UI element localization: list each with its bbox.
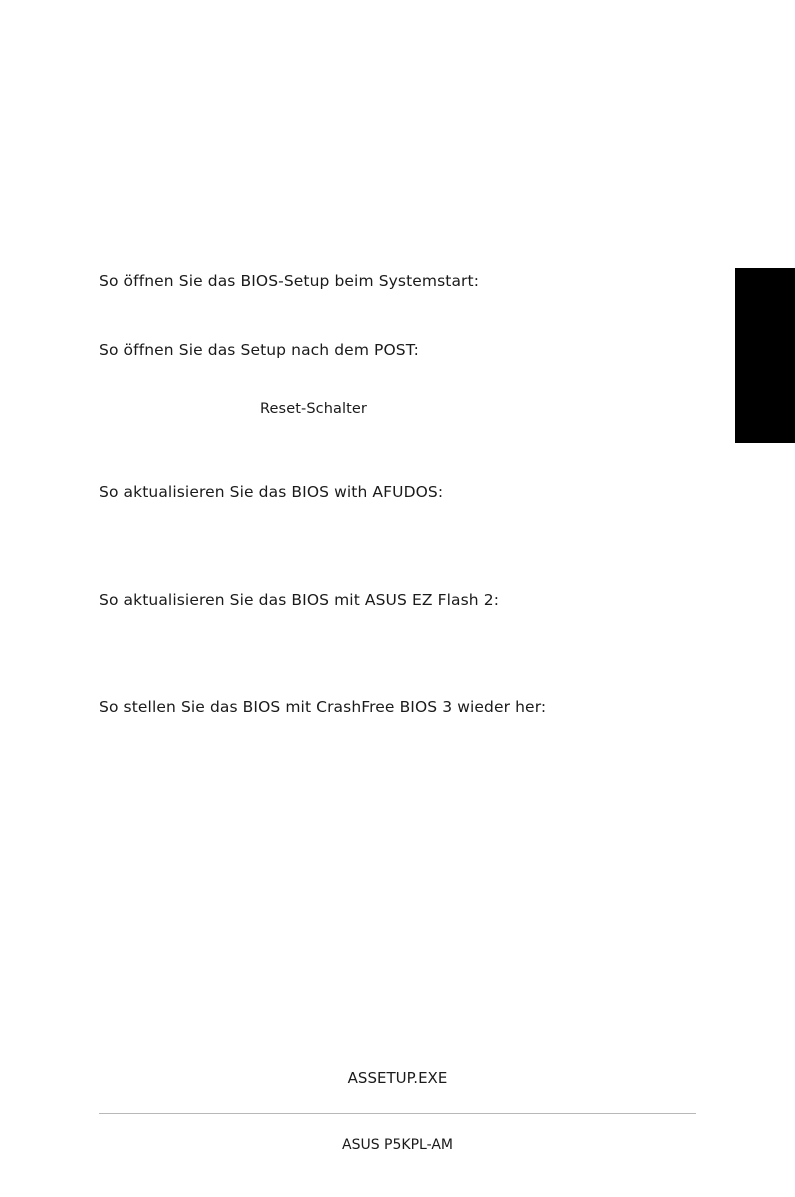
heading-open-setup-after-post: So öffnen Sie das Setup nach dem POST:	[99, 341, 419, 359]
heading-restore-bios-crashfree: So stellen Sie das BIOS mit CrashFree BIOS 3 wieder her:	[99, 698, 547, 716]
heading-update-bios-ez-flash: So aktualisieren Sie das BIOS mit ASUS EZ Flash 2:	[99, 591, 500, 609]
filename-label: ASSETUP.EXE	[347, 1069, 448, 1087]
label-reset-switch: Reset-Schalter	[260, 401, 367, 417]
footer-product-name: ASUS P5KPL-AM	[342, 1137, 453, 1153]
footer-divider	[99, 1113, 696, 1114]
heading-open-bios-setup: So öffnen Sie das BIOS-Setup beim Systemstart:	[99, 272, 480, 290]
chapter-side-tab	[735, 268, 795, 443]
heading-update-bios-afudos: So aktualisieren Sie das BIOS with AFUDOS:	[99, 483, 444, 501]
